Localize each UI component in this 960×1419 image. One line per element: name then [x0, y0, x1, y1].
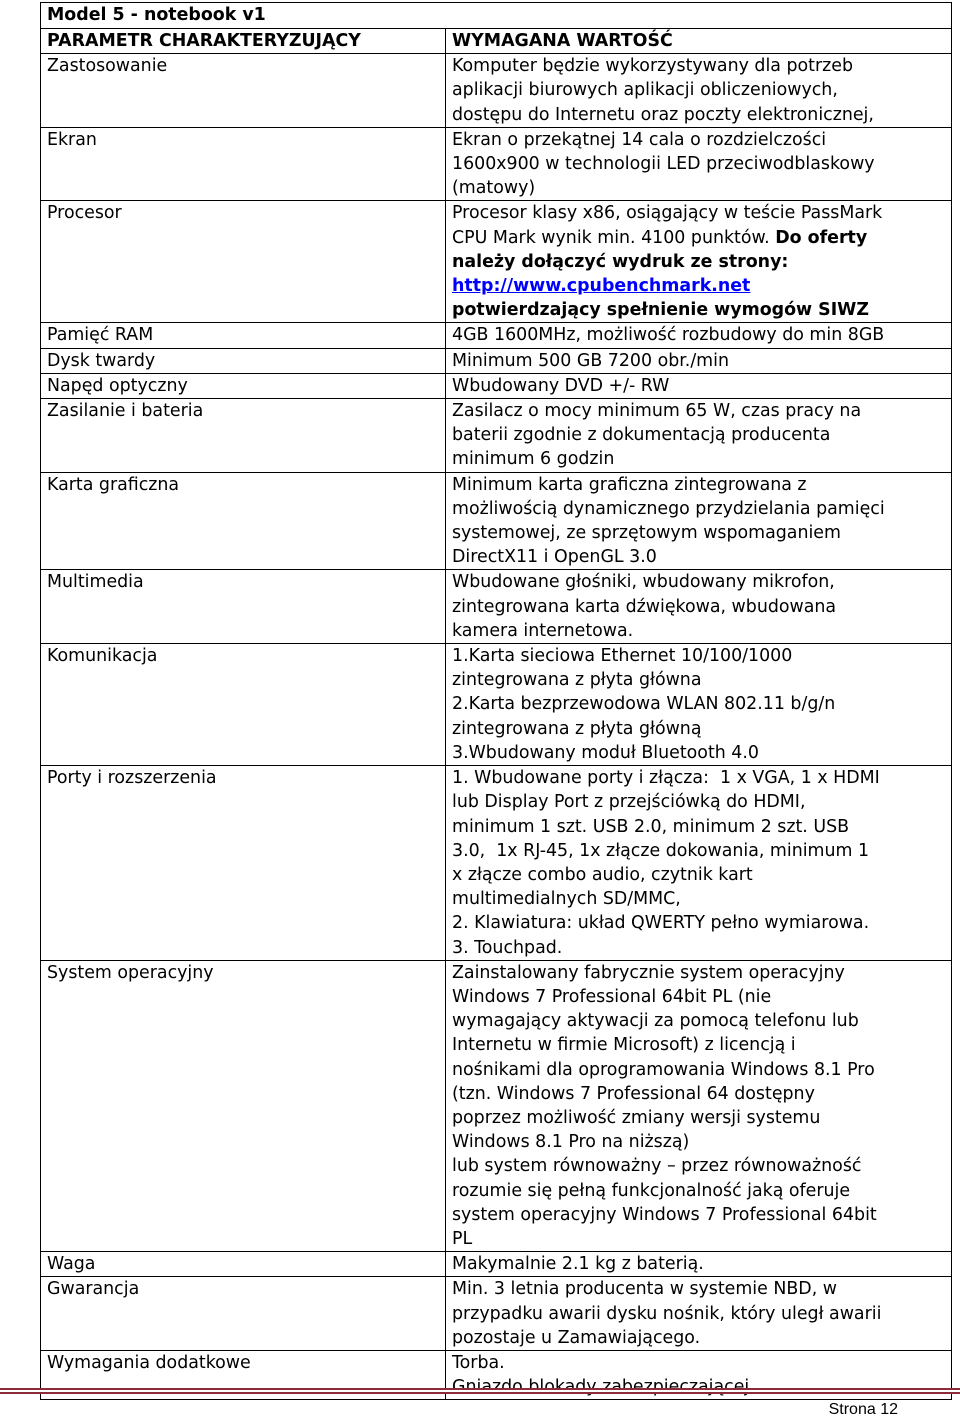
table-row: [41, 960, 952, 1251]
parameter-value: [446, 373, 952, 398]
value-line: Minimum 500 GB 7200 obr./min: [452, 350, 729, 371]
siwz-requirement-line: potwierdzający spełnienie wymogów SIWZ: [452, 300, 869, 321]
value-line: Minimum karta graficzna zintegrowana z: [452, 474, 807, 495]
parameter-name: Wymagania dodatkowe: [41, 1350, 446, 1399]
value-line: 3. Touchpad.: [452, 937, 563, 958]
table-row: [41, 399, 952, 473]
value-line: 3.0, 1x RJ-45, 1x złącze dokowania, minimum 1: [452, 840, 870, 861]
parameter-name: Zastosowanie: [41, 54, 446, 128]
parameter-value: [446, 766, 952, 961]
parameter-name: Porty i rozszerzenia: [41, 766, 446, 961]
parameter-name: Komunikacja: [41, 644, 446, 766]
value-line: Min. 3 letnia producenta w systemie NBD, w: [452, 1279, 837, 1300]
parameter-name: Pamięć RAM: [41, 323, 446, 348]
link-line: [452, 274, 947, 298]
value-line: przypadku awarii dysku nośnik, który uległ awarii: [452, 1303, 882, 1324]
value-line-text: CPU Mark wynik min. 4100 punktów.: [452, 227, 770, 248]
value-line: Zasilacz o mocy minimum 65 W, czas pracy na: [452, 401, 862, 422]
value-line: 2. Klawiatura: układ QWERTY pełno wymiarowa.: [452, 913, 870, 934]
footer-divider: [0, 1388, 960, 1394]
value-line: Internetu w firmie Microsoft) z licencją i: [452, 1035, 796, 1056]
value-line: PL: [452, 1228, 473, 1249]
value-line: rozumie się pełną funkcjonalność jaką oferuje: [452, 1180, 851, 1201]
value-line: zintegrowana z płyta główną: [452, 718, 702, 739]
table-row: [41, 570, 952, 644]
value-line: zintegrowana z płyta główna: [452, 670, 702, 691]
offer-requirement-note: Do oferty: [775, 227, 868, 248]
value-line: 2.Karta bezprzewodowa WLAN 802.11 b/g/n: [452, 694, 836, 715]
parameter-value: [446, 1252, 952, 1277]
value-line: system operacyjny Windows 7 Professional 64bit: [452, 1204, 877, 1225]
table-row: [41, 472, 952, 570]
param-column-header: PARAMETR CHARAKTERYZUJĄCY: [41, 29, 446, 54]
parameter-name: Procesor: [41, 201, 446, 323]
value-line: Windows 8.1 Pro na niższą): [452, 1132, 690, 1153]
value-line: [452, 226, 947, 250]
value-line: (matowy): [452, 178, 536, 199]
table-title: Model 5 - notebook v1: [41, 3, 952, 29]
parameter-name: Zasilanie i bateria: [41, 399, 446, 473]
parameter-name: Karta graficzna: [41, 472, 446, 570]
value-line: (tzn. Windows 7 Professional 64 dostępny: [452, 1083, 815, 1104]
value-line: 1600x900 w technologii LED przeciwodblaskowy: [452, 154, 875, 175]
parameter-value: [446, 570, 952, 644]
specification-table: [40, 2, 952, 1400]
value-line: Komputer będzie wykorzystywany dla potrzeb: [452, 56, 853, 77]
table-row: [41, 348, 952, 373]
value-line: Ekran o przekątnej 14 cala o rozdzielczości: [452, 129, 827, 150]
value-line: Wbudowany DVD +/- RW: [452, 375, 670, 396]
value-line: poprzez możliwość zmiany wersji systemu: [452, 1107, 821, 1128]
table-row: [41, 766, 952, 961]
value-line: pozostaje u Zamawiającego.: [452, 1327, 701, 1348]
header-row: [41, 29, 952, 54]
page-number: Strona 12: [828, 1401, 898, 1418]
value-line: dostępu do Internetu oraz poczty elektronicznej,: [452, 104, 874, 125]
parameter-name: Gwarancja: [41, 1277, 446, 1351]
value-line: Torba.: [452, 1352, 505, 1373]
table-row: [41, 127, 952, 201]
parameter-value: [446, 54, 952, 128]
value-line: 3.Wbudowany moduł Bluetooth 4.0: [452, 742, 759, 763]
cpubenchmark-link[interactable]: http://www.cpubenchmark.net: [452, 276, 751, 297]
value-line: Wbudowane głośniki, wbudowany mikrofon,: [452, 572, 835, 593]
value-line: minimum 1 szt. USB 2.0, minimum 2 szt. USB: [452, 816, 850, 837]
parameter-name: Dysk twardy: [41, 348, 446, 373]
value-line: wymagający aktywacji za pomocą telefonu lub: [452, 1011, 859, 1032]
offer-requirement-line: należy dołączyć wydruk ze strony:: [452, 251, 789, 272]
value-line: aplikacji biurowych aplikacji obliczeniowych,: [452, 80, 838, 101]
value-line: Zainstalowany fabrycznie system operacyjny: [452, 962, 845, 983]
parameter-value: [446, 323, 952, 348]
parameter-value: [446, 127, 952, 201]
value-line: możliwością dynamicznego przydzielania pamięci: [452, 498, 885, 519]
value-line: kamera internetowa.: [452, 620, 634, 641]
parameter-value: [446, 472, 952, 570]
parameter-value: [446, 348, 952, 373]
parameter-value: [446, 960, 952, 1251]
table-row: [41, 1252, 952, 1277]
value-line: x złącze combo audio, czytnik kart: [452, 864, 753, 885]
value-line: Makymalnie 2.1 kg z baterią.: [452, 1254, 704, 1275]
parameter-name: System operacyjny: [41, 960, 446, 1251]
table-row: [41, 54, 952, 128]
parameter-value: [446, 1277, 952, 1351]
value-line: Procesor klasy x86, osiągający w teście PassMark: [452, 203, 883, 224]
parameter-name: Waga: [41, 1252, 446, 1277]
value-line: nośnikami dla oprogramowania Windows 8.1 Pro: [452, 1059, 875, 1080]
table-row: [41, 644, 952, 766]
table-row: [41, 323, 952, 348]
value-line: lub Display Port z przejściówką do HDMI,: [452, 792, 806, 813]
title-row: [41, 3, 952, 29]
parameter-name: Ekran: [41, 127, 446, 201]
table-row: [41, 1277, 952, 1351]
value-line: 1.Karta sieciowa Ethernet 10/100/1000: [452, 646, 793, 667]
parameter-name: Napęd optyczny: [41, 373, 446, 398]
value-line: 4GB 1600MHz, możliwość rozbudowy do min 8GB: [452, 325, 885, 346]
value-line: lub system równoważny – przez równoważność: [452, 1156, 862, 1177]
parameter-value: [446, 201, 952, 323]
value-line: 1. Wbudowane porty i złącza: 1 x VGA, 1 x HDMI: [452, 768, 880, 789]
value-line: Windows 7 Professional 64bit PL (nie: [452, 986, 772, 1007]
value-line: zintegrowana karta dźwiękowa, wbudowana: [452, 596, 837, 617]
parameter-value: [446, 399, 952, 473]
parameter-value: [446, 644, 952, 766]
table-row: [41, 201, 952, 323]
table-row: [41, 373, 952, 398]
value-line: minimum 6 godzin: [452, 449, 615, 470]
parameter-name: Multimedia: [41, 570, 446, 644]
value-line: multimedialnych SD/MMC,: [452, 889, 681, 910]
value-line: baterii zgodnie z dokumentacją producenta: [452, 425, 831, 446]
value-line: DirectX11 i OpenGL 3.0: [452, 547, 657, 568]
value-line: systemowej, ze sprzętowym wspomaganiem: [452, 523, 841, 544]
value-column-header: WYMAGANA WARTOŚĆ: [446, 29, 952, 54]
